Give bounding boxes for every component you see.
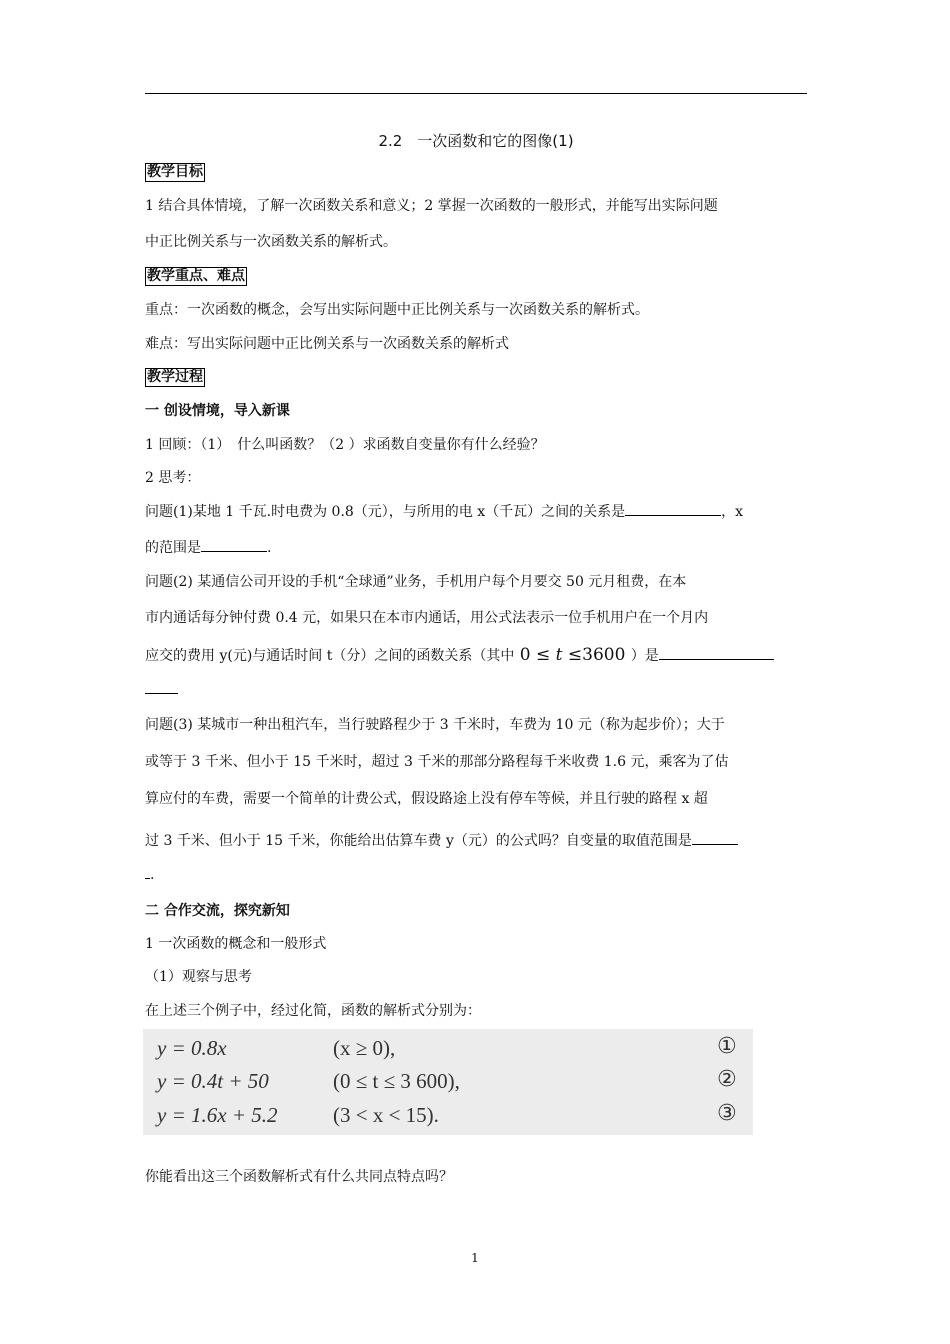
q1-text-c: 的范围是 — [145, 540, 201, 556]
keys-heading: 教学重点、难点 — [147, 268, 245, 284]
process-heading-line — [145, 368, 807, 387]
q1-text-d: . — [267, 540, 272, 556]
q2-inequality — [514, 645, 630, 665]
q3-line-2: 或等于 3 千米、但小于 15 千米时，超过 3 千米的那部分路程每千米收费 1.6 元，乘客为了估 — [145, 754, 729, 770]
formula-row-2 — [157, 1069, 747, 1093]
q3-text-b: . — [150, 867, 155, 883]
q3-line-5 — [145, 866, 807, 884]
q3-line-1: 问题(3) 某城市一种出租汽车，当行驶路程少于 3 千米时，车费为 10 元（称为起步价）；大于 — [145, 717, 725, 733]
q1-text-b: ，x — [721, 504, 744, 520]
keys-heading-line — [145, 267, 807, 286]
concept-subheading: 1 一次函数的概念和一般形式 — [145, 936, 327, 952]
q3-text-a: 过 3 千米、但小于 15 千米，你能给出估算车费 y（元）的公式吗？自变量的取值范围是 — [145, 833, 692, 849]
process-heading: 教学过程 — [147, 369, 203, 385]
formula-3-domain: (3 < x < 15). — [333, 1103, 439, 1127]
formula-2-label: ② — [717, 1067, 737, 1092]
review-line: 1 回顾：（1） 什么叫函数？（2 ）求函数自变量你有什么经验？ — [145, 437, 545, 453]
q2-line-3 — [145, 646, 807, 665]
observe-subheading: （1）观察与思考 — [145, 969, 252, 985]
goals-line-2: 中正比例关系与一次函数关系的解析式。 — [145, 234, 397, 250]
q2-blank-continued — [145, 681, 178, 694]
think-line: 2 思考： — [145, 470, 201, 486]
common-features-question: 你能看出这三个函数解析式有什么共同点特点吗？ — [145, 1169, 453, 1185]
key-point: 重点：一次函数的概念，会写出实际问题中正比例关系与一次函数关系的解析式。 — [145, 302, 649, 318]
q2-text-a: 应交的费用 y(元)与通话时间 t（分）之间的函数关系（其中 — [145, 648, 515, 664]
formula-2-domain: (0 ≤ t ≤ 3 600), — [333, 1069, 460, 1093]
q2-text-b: ）是 — [630, 648, 659, 664]
q1-line-1 — [145, 503, 807, 521]
q1-blank-relation — [625, 503, 721, 516]
q1-blank-range — [201, 539, 267, 552]
q2-line-2: 市内通话每分钟付费 0.4 元，如果只在本市内通话，用公式法表示一位手机用户在一个月内 — [145, 610, 709, 626]
q2-ineq-right: ≤3600 — [567, 645, 626, 665]
q1-line-2 — [145, 539, 807, 557]
formulas-intro: 在上述三个例子中，经过化简，函数的解析式分别为： — [145, 1003, 481, 1019]
goals-line-1: 1 结合具体情境，了解一次函数关系和意义；2 掌握一次函数的一般形式，并能写出实际问题 — [145, 198, 718, 214]
q2-ineq-left: 0 ≤ — [519, 645, 551, 665]
q2-ineq-var: t — [555, 645, 563, 665]
formula-1-domain: (x ≥ 0), — [333, 1036, 396, 1060]
q3-line-3: 算应付的车费，需要一个简单的计费公式，假设路途上没有停车等候，并且行驶的路程 x 超 — [145, 791, 708, 807]
q3-line-4 — [145, 832, 807, 850]
goals-heading-line — [145, 163, 807, 182]
part2-heading: 二 合作交流，探究新知 — [145, 903, 290, 919]
formula-1-eq: y = 0.8x — [157, 1036, 227, 1060]
page-number: 1 — [471, 1251, 479, 1265]
formula-3-label: ③ — [717, 1101, 737, 1126]
q1-text-a: 问题(1)某地 1 千瓦.时电费为 0.8（元），与所用的电 x（千瓦）之间的关系是 — [145, 504, 626, 520]
formula-1-label: ① — [717, 1034, 737, 1059]
part1-heading: 一 创设情境，导入新课 — [145, 403, 290, 419]
formula-3-eq: y = 1.6x + 5.2 — [157, 1103, 278, 1127]
document-title: 2.2 一次函数和它的图像(1) — [378, 132, 574, 150]
q3-blank-range — [692, 832, 738, 845]
formula-row-3 — [157, 1103, 747, 1127]
formula-2-eq: y = 0.4t + 50 — [157, 1069, 269, 1093]
difficult-point: 难点：写出实际问题中正比例关系与一次函数关系的解析式 — [145, 336, 509, 352]
formula-row-1 — [157, 1036, 747, 1060]
q2-blank-continued-line — [145, 681, 807, 699]
header-rule — [145, 93, 807, 94]
formula-image — [143, 1029, 753, 1135]
q2-blank-relation — [659, 647, 774, 660]
q2-line-1: 问题(2) 某通信公司开设的手机“全球通”业务，手机用户每个月要交 50 元月租费，在本 — [145, 574, 687, 590]
goals-heading: 教学目标 — [147, 164, 203, 180]
